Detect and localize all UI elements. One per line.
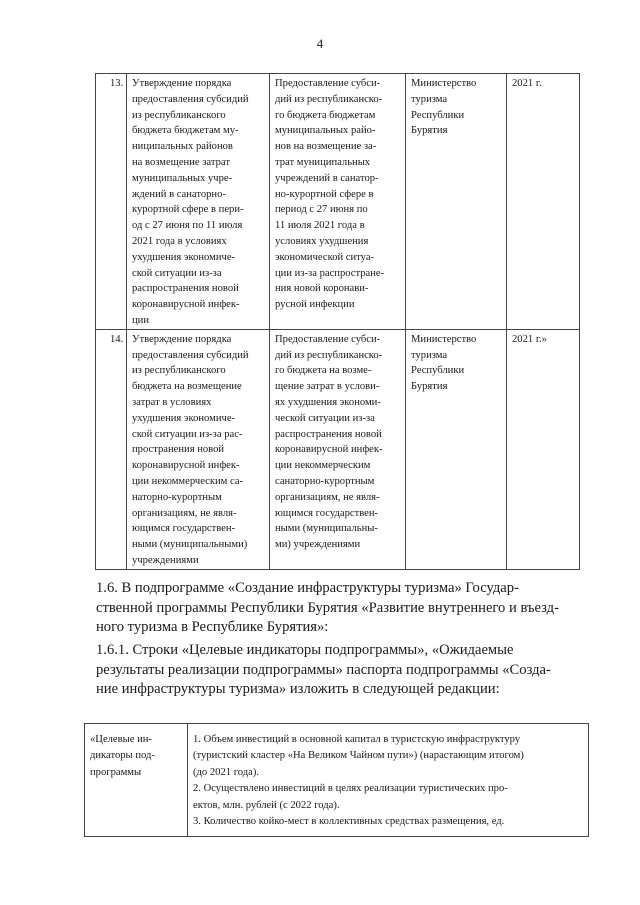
cell-line: русной инфекции xyxy=(275,299,355,311)
indicators-table xyxy=(84,723,589,837)
cell-line: Министерство xyxy=(411,333,477,345)
measure-name-cell xyxy=(127,329,270,569)
cell-line: Утверждение порядка xyxy=(132,78,232,89)
indicator-line: 2. Осуществлено инвестиций в целях реализации туристических про- xyxy=(193,783,508,795)
cell-line: ухудшения экономиче- xyxy=(132,251,236,263)
cell-line: ния новой коронави- xyxy=(275,283,369,295)
cell-line: бюджета бюджетам му- xyxy=(132,125,239,137)
cell-line: ухудшения экономиче- xyxy=(132,412,236,424)
responsible-cell xyxy=(406,329,507,569)
cell-line: дий из республиканско- xyxy=(275,349,383,361)
paragraph-line: ного туризма в Республике Бурятия»: xyxy=(96,619,329,636)
cell-line: ющимся государствен- xyxy=(275,507,379,519)
label-line: программы xyxy=(90,766,142,778)
cell-line: коронавирусной инфек- xyxy=(275,444,383,456)
label-line: дикаторы под- xyxy=(90,750,155,762)
cell-line: учреждениями xyxy=(132,554,199,566)
cell-line: трат муниципальных xyxy=(275,156,371,168)
cell-line: муниципальных учре- xyxy=(132,172,233,184)
paragraph-line: 1.6. В подпрограмме «Создание инфраструктуры туризма» Государ- xyxy=(96,580,519,596)
paragraph-line: ние инфраструктуры туризма» изложить в следующей редакции: xyxy=(96,681,500,698)
cell-line: ческой ситуации из-за xyxy=(275,412,375,424)
cell-line: санаторно-курортным xyxy=(275,475,375,487)
deadline-cell: 2021 г.» xyxy=(507,329,580,569)
cell-line: 11 июля 2021 года в xyxy=(275,220,365,232)
measure-content-cell xyxy=(270,329,406,569)
cell-line: Предоставление субси- xyxy=(275,78,381,89)
row-number: 13. xyxy=(96,74,127,330)
paragraph-1-6-1 xyxy=(96,641,582,700)
cell-line: туризма xyxy=(411,93,448,105)
cell-line: коронавирусной инфек- xyxy=(132,460,240,472)
cell-line: Республики xyxy=(411,109,465,121)
cell-line: коронавирусной инфек- xyxy=(132,299,240,311)
cell-line: ными (муниципальны- xyxy=(275,523,378,535)
cell-line: курортной сфере в пери- xyxy=(132,204,244,216)
cell-line: нов на возмещение за- xyxy=(275,141,377,153)
indicator-line: 3. Количество койко-мест в коллективных средствах размещения, ед. xyxy=(193,816,505,828)
cell-line: организациям, не явля- xyxy=(275,491,380,503)
cell-line: распространения новой xyxy=(275,428,382,440)
cell-line: ской ситуации из-за xyxy=(132,267,222,279)
cell-line: ми) учреждениями xyxy=(275,539,361,551)
cell-line: Бурятия xyxy=(411,381,448,393)
label-line: «Целевые ин- xyxy=(90,734,152,745)
cell-line: Утверждение порядка xyxy=(132,333,232,345)
cell-line: Министерство xyxy=(411,78,477,89)
cell-line: из республиканского xyxy=(132,109,226,121)
cell-line: дий из республиканско- xyxy=(275,93,383,105)
cell-line: организациям, не явля- xyxy=(132,507,237,519)
cell-line: ции xyxy=(132,314,150,326)
indicators-label-cell xyxy=(85,724,188,837)
table-row xyxy=(96,74,580,330)
cell-line: го бюджета бюджетам xyxy=(275,109,376,121)
cell-line: щение затрат в услови- xyxy=(275,381,380,393)
cell-line: 2021 года в условиях xyxy=(132,235,227,247)
cell-line: бюджета на возмещение xyxy=(132,381,242,393)
paragraph-line: результаты реализации подпрограммы» паспорта подпрограммы «Созда- xyxy=(96,661,551,678)
cell-line: пространения новой xyxy=(132,444,225,456)
cell-line: но-курортной сфере в xyxy=(275,188,374,200)
table-row xyxy=(85,724,589,837)
cell-line: учреждений в санатор- xyxy=(275,172,379,184)
cell-line: од с 27 июня по 11 июля xyxy=(132,220,243,232)
paragraph-line: ственной программы Республики Бурятия «Развитие внутреннего и въезд- xyxy=(96,599,559,616)
cell-line: экономической ситуа- xyxy=(275,251,375,263)
cell-line: период с 27 июня по xyxy=(275,204,368,216)
cell-line: го бюджета на возме- xyxy=(275,365,372,377)
cell-line: ждений в санаторно- xyxy=(132,188,226,200)
cell-line: ющимся государствен- xyxy=(132,523,236,535)
cell-line: предоставления субсидий xyxy=(132,93,249,105)
cell-line: Предоставление субси- xyxy=(275,333,381,345)
cell-line: муниципальных райо- xyxy=(275,125,376,137)
cell-line: ской ситуации из-за рас- xyxy=(132,428,243,440)
indicator-line: ектов, млн. рублей (с 2022 года). xyxy=(193,799,340,811)
cell-line: ции из-за распростране- xyxy=(275,267,385,279)
table-row xyxy=(96,329,580,569)
cell-line: на возмещение затрат xyxy=(132,156,230,168)
cell-line: ниципальных районов xyxy=(132,141,233,153)
cell-line: ции некоммерческим са- xyxy=(132,475,244,487)
measure-content-cell xyxy=(270,74,406,330)
indicator-line: (туристский кластер «На Великом Чайном пути») (нарастающим итогом) xyxy=(193,750,524,762)
responsible-cell xyxy=(406,74,507,330)
cell-line: из республиканского xyxy=(132,365,226,377)
cell-line: ными (муниципальными) xyxy=(132,539,248,551)
cell-line: туризма xyxy=(411,349,448,361)
cell-line: предоставления субсидий xyxy=(132,349,249,361)
cell-line: ях ухудшения экономи- xyxy=(275,396,381,408)
page-number: 4 xyxy=(316,36,324,51)
deadline-cell: 2021 г. xyxy=(507,74,580,330)
paragraph-1-6 xyxy=(96,579,582,638)
measure-name-cell xyxy=(127,74,270,330)
cell-line: условиях ухудшения xyxy=(275,235,369,247)
cell-line: распространения новой xyxy=(132,283,239,295)
indicator-line: (до 2021 года). xyxy=(193,766,260,778)
cell-line: затрат в условиях xyxy=(132,396,212,408)
cell-line: ции некоммерческим xyxy=(275,460,371,472)
row-number: 14. xyxy=(96,329,127,569)
paragraph-line: 1.6.1. Строки «Целевые индикаторы подпрограммы», «Ожидаемые xyxy=(96,642,514,658)
indicator-line: 1. Объем инвестиций в основной капитал в туристскую инфраструктуру xyxy=(193,734,521,745)
measures-table xyxy=(95,73,580,570)
cell-line: Республики xyxy=(411,365,465,377)
cell-line: Бурятия xyxy=(411,125,448,137)
indicators-values-cell xyxy=(188,724,589,837)
cell-line: наторно-курортным xyxy=(132,491,222,503)
